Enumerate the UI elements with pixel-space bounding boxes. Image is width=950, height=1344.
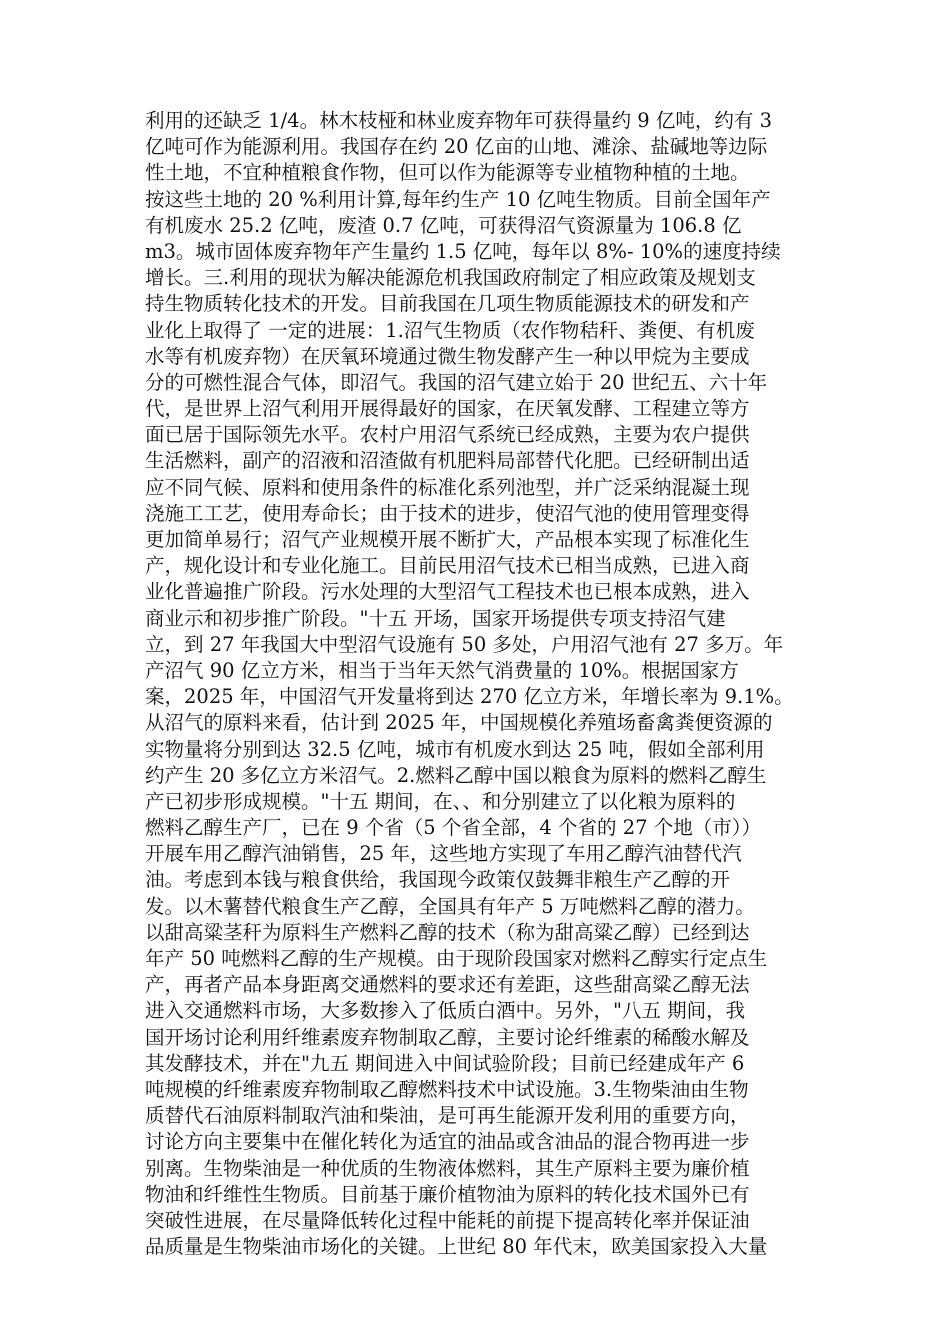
text-line: 国开场讨论利用纤维素废弃物制取乙醇，主要讨论纤维素的稀酸水解及 [145,1025,750,1049]
text-line: 讨论方向主要集中在催化转化为适宜的油品或含油品的混合物再进一步 [145,1130,750,1154]
text-line: 从沼气的原料来看，估计到 2025 年，中国规模化养殖场畜禽粪便资源的 [145,711,773,735]
text-line: 立，到 27 年我国大中型沼气设施有 50 多处，户用沼气池有 27 多万。年 [145,632,784,656]
text-line: 发。以木薯替代粮食生产乙醇，全国具有年产 5 万吨燃料乙醇的潜力。 [145,894,755,918]
text-line: 按这些土地的 20 %利用计算,每年约生产 10 亿吨生物质。目前全国年产 [145,187,771,211]
text-line: 燃料乙醇生产厂，已在 9 个省（5 个省全部，4 个省的 27 个地（市）） [145,816,761,840]
text-line: 利用的还缺乏 1/4。林木枝桠和林业废弃物年可获得量约 9 亿吨，约有 3 [145,109,772,132]
text-line: 进入交通燃料市场，大多数掺入了低质白酒中。另外，"八五 期间，我 [145,999,746,1023]
text-line: 面已居于国际领先水平。农村户用沼气系统已经成熟，主要为农户提供 [145,423,750,447]
text-line: 质替代石油原料制取汽油和柴油，是可再生能源开发利用的重要方向， [145,1104,750,1128]
text-line: 其发酵技术，并在"九五 期间进入中间试验阶段；目前已经建成年产 6 [145,1051,745,1075]
text-line: 实物量将分别到达 32.5 亿吨，城市有机废水到达 25 吨，假如全部利用 [145,737,765,761]
text-line: 水等有机废弃物）在厌氧环境通过微生物发酵产生一种以甲烷为主要成 [145,344,750,368]
text-line: 产已初步形成规模。"十五 期间，在、、和分别建立了以化粮为原料的 [145,789,736,813]
text-line: 业化普遍推广阶段。污水处理的大型沼气工程技术也已根本成熟，进入 [145,580,750,604]
text-line: 产，规化设计和专业化施工。目前民用沼气技术已相当成熟，已进入商 [145,554,750,578]
text-line: 以甜高粱茎秆为原料生产燃料乙醇的技术（称为甜高粱乙醇）已经到达 [145,920,750,944]
text-line: 别离。生物柴油是一种优质的生物液体燃料，其生产原料主要为廉价植 [145,1156,750,1180]
text-line: 分的可燃性混合气体，即沼气。我国的沼气建立始于 20 世纪五、六十年 [145,370,768,394]
text-line: m3。城市固体废弃物年产生量约 1.5 亿吨，每年以 8%- 10%的速度持续 [145,239,781,263]
text-line: 应不同气候、原料和使用条件的标准化系列池型，并广泛采纳混凝土现 [145,475,750,499]
text-line: 油。考虑到本钱与粮食供给，我国现今政策仅鼓舞非粮生产乙醇的开 [145,868,731,892]
text-line: 性土地，不宜种植粮食作物，但可以作为能源等专业植物种植的土地。 [145,161,750,185]
text-line: 物油和纤维性生物质。目前基于廉价植物油为原料的转化技术国外已有 [145,1182,750,1206]
text-line: 业化上取得了 一定的进展：1.沼气生物质（农作物秸秆、粪便、有机废 [145,318,755,342]
body-text [145,108,813,1260]
text-line: 代，是世界上沼气利用开展得最好的国家，在厌氧发酵、工程建立等方 [145,397,750,421]
text-line: 持生物质转化技术的开发。目前我国在几项生物质能源技术的研发和产 [145,292,750,316]
text-line: 突破性进展，在尽量降低转化过程中能耗的前提下提高转化率并保证油 [145,1208,750,1232]
text-line: 浇施工工艺，使用寿命长；由于技术的进步，使沼气池的使用管理变得 [145,501,750,525]
text-line: 产，再者产品本身距离交通燃料的要求还有差距，这些甜高粱乙醇无法 [145,973,750,997]
text-line: 开展车用乙醇汽油销售，25 年，这些地方实现了车用乙醇汽油替代汽 [145,842,742,866]
text-line: 案，2025 年，中国沼气开发量将到达 270 亿立方米，年增长率为 9.1%。 [145,685,794,709]
text-line: 约产生 20 多亿立方米沼气。2.燃料乙醇中国以粮食为原料的燃料乙醇生 [145,763,767,787]
text-line: 吨规模的纤维素废弃物制取乙醇燃料技术中试设施。3.生物柴油由生物 [145,1077,749,1101]
text-line: 产沼气 90 亿立方米，相当于当年天然气消费量的 10%。根据国家方 [145,658,739,682]
text-line: 增长。三.利用的现状为解决能源危机我国政府制定了相应政策及规划支 [145,266,756,290]
text-line: 品质量是生物柴油市场化的关键。上世纪 80 年代末，欧美国家投入大量 [145,1235,768,1259]
text-line: 有机废水 25.2 亿吨，废渣 0.7 亿吨，可获得沼气资源量为 106.8 亿 [145,213,742,237]
text-line: 更加简单易行；沼气产业规模开展不断扩大，产品根本实现了标准化生 [145,528,750,551]
text-line: 生活燃料，副产的沼液和沼渣做有机肥料局部替代化肥。已经研制出适 [145,449,750,473]
text-line: 亿吨可作为能源利用。我国存在约 20 亿亩的山地、滩涂、盐碱地等边际 [145,135,768,159]
text-line: 商业示和初步推广阶段。"十五 开场，国家开场提供专项支持沼气建 [145,606,726,630]
text-line: 年产 50 吨燃料乙醇的生产规模。由于现阶段国家对燃料乙醇实行定点生 [145,947,768,970]
